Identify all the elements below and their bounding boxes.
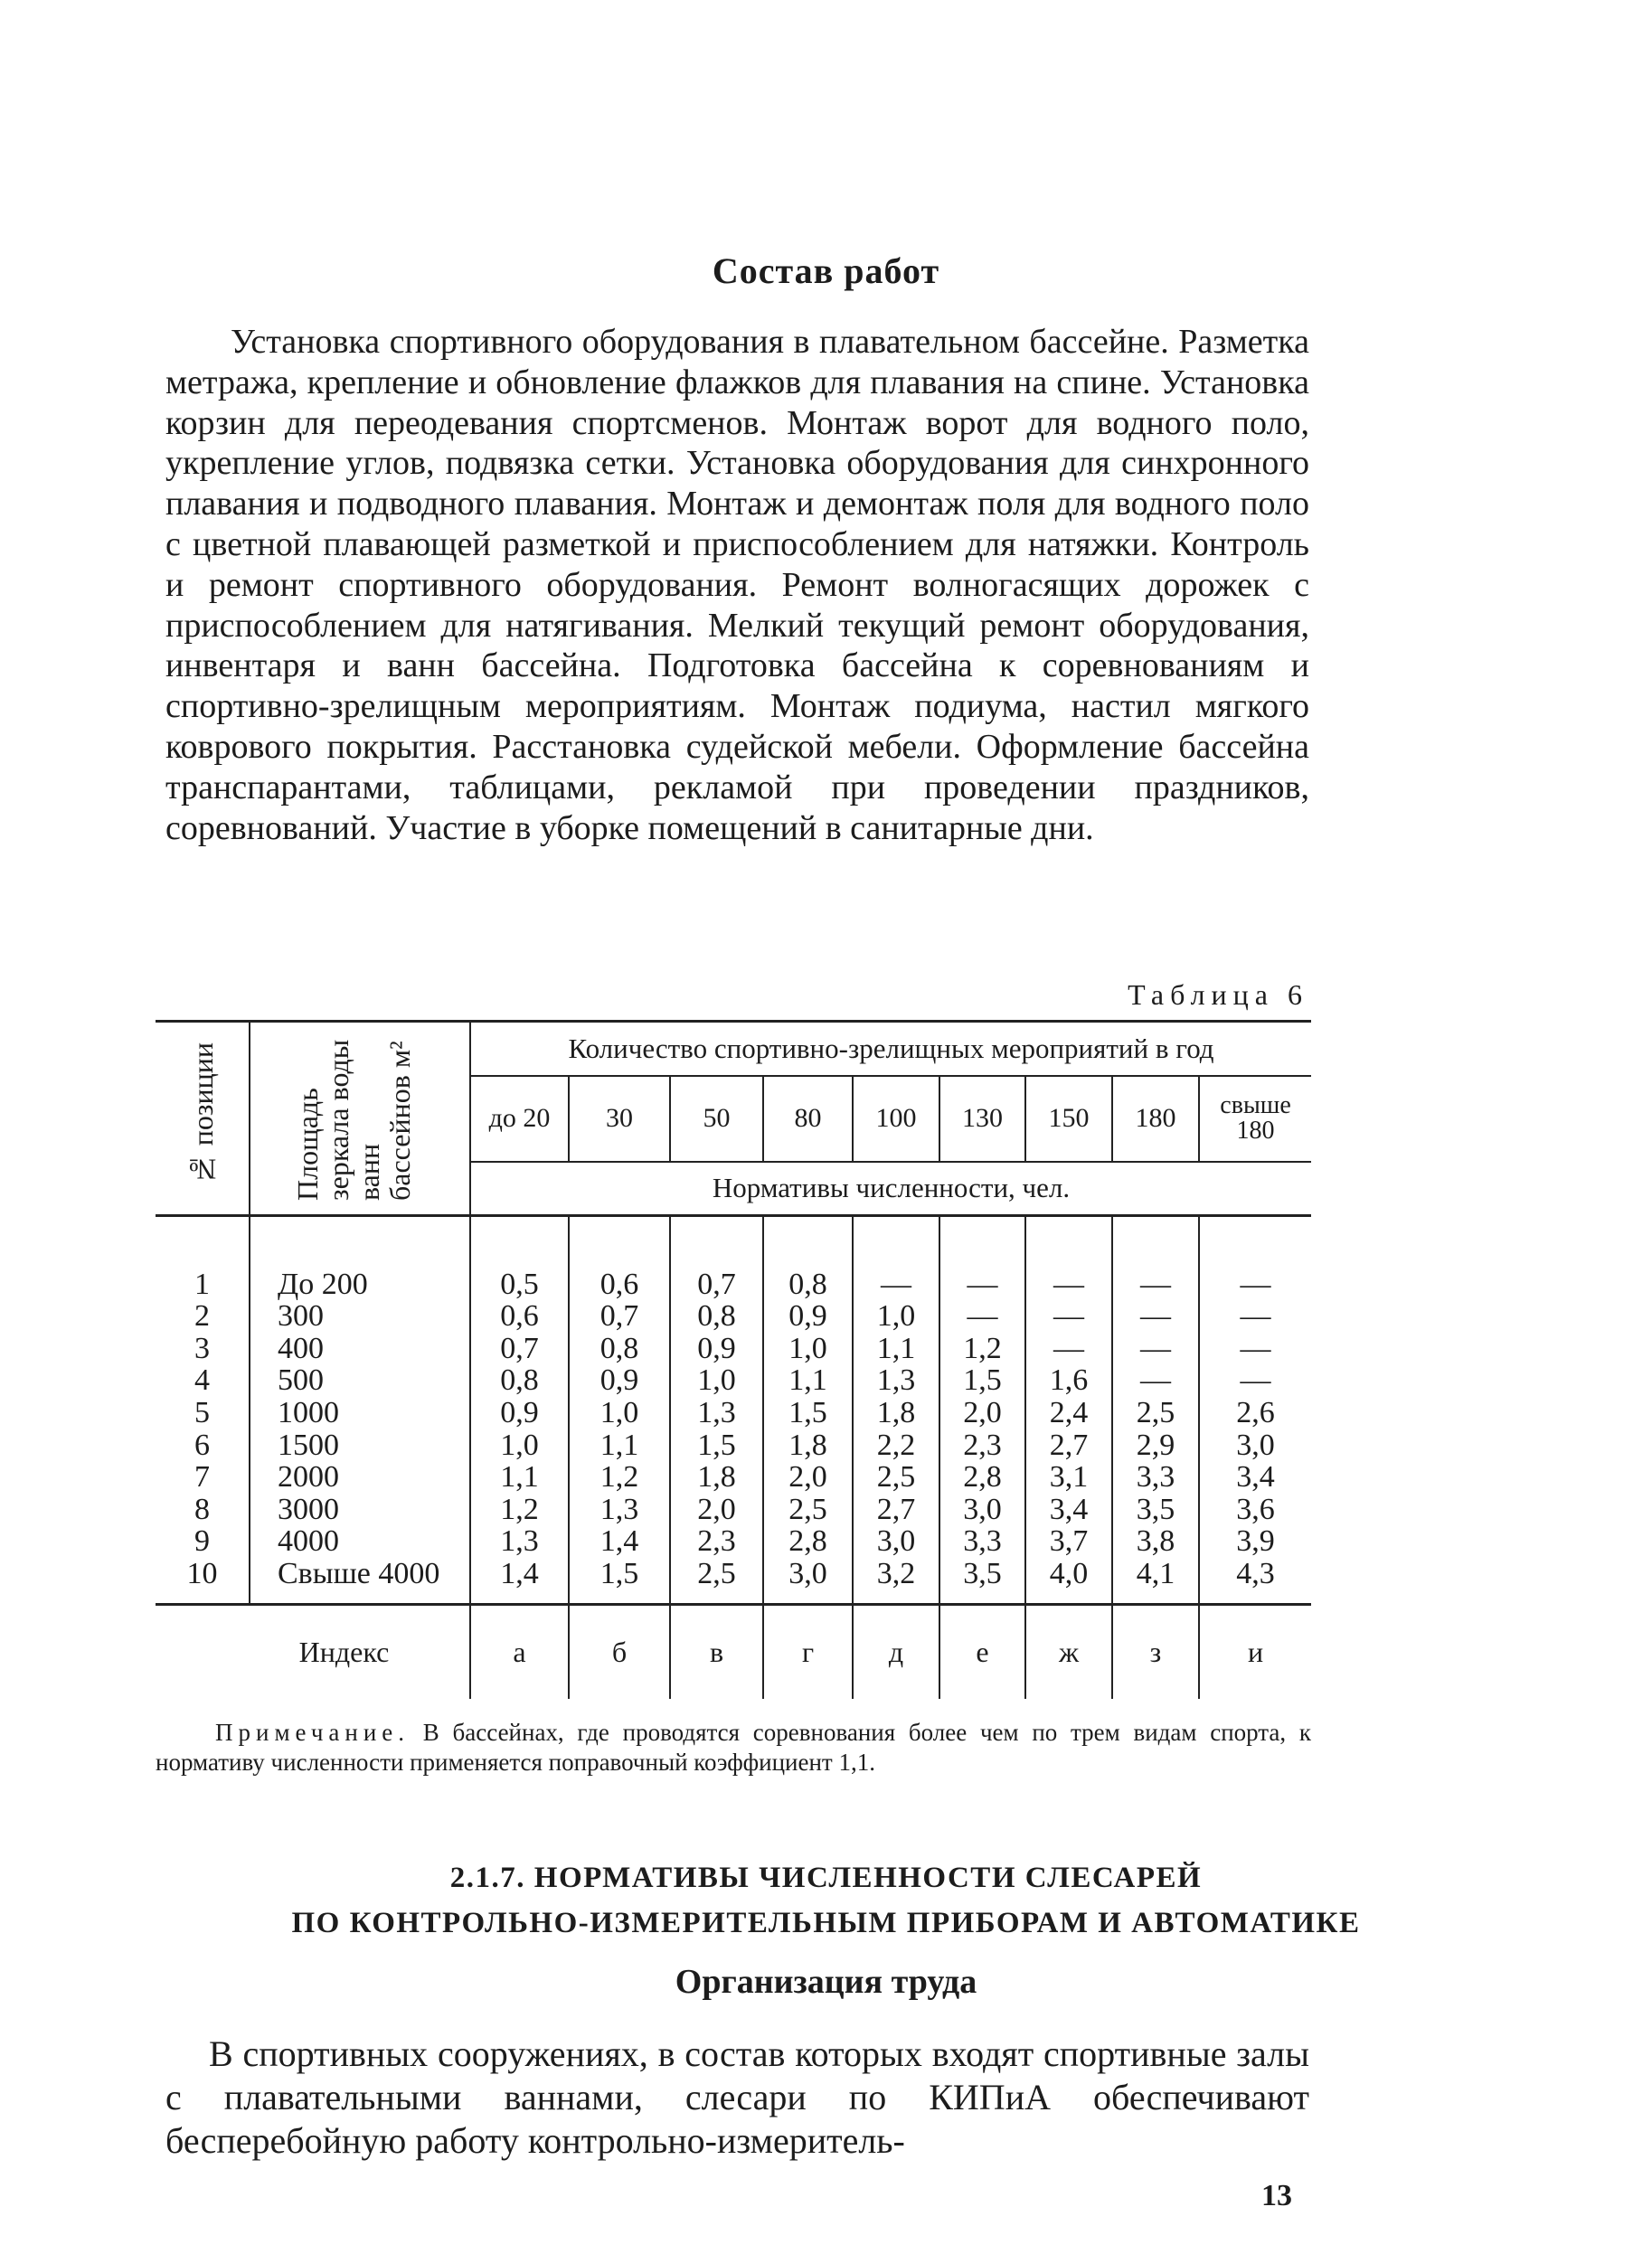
- value-cell: 1,1: [599, 1428, 639, 1462]
- chapter-heading-line1: 2.1.7. НОРМАТИВЫ ЧИСЛЕННОСТИ СЛЕСАРЕЙ: [449, 1862, 1203, 1894]
- value-cell: —: [1240, 1363, 1271, 1398]
- value-cell: 1,3: [500, 1524, 539, 1559]
- value-cell: 1,0: [599, 1395, 639, 1429]
- value-cell: 0,7: [697, 1267, 736, 1301]
- value-cell: 1,2: [599, 1460, 639, 1495]
- header-col: 180: [1112, 1076, 1199, 1162]
- area-cell: 1000: [278, 1395, 339, 1429]
- pos-cell: 2: [194, 1299, 210, 1334]
- pos-cell: 7: [194, 1460, 210, 1495]
- value-cell: 1,2: [500, 1492, 539, 1526]
- value-cell: 3,5: [963, 1556, 1002, 1590]
- value-cell: 4,1: [1136, 1556, 1175, 1590]
- area-cell: 4000: [278, 1524, 339, 1559]
- value-cell: 2,8: [788, 1524, 827, 1559]
- header-col: 30: [569, 1076, 670, 1162]
- value-cell: 1,0: [500, 1428, 539, 1462]
- value-cell: —: [967, 1267, 998, 1301]
- value-cell: 1,6: [1049, 1363, 1089, 1398]
- value-cell: 1,0: [788, 1331, 827, 1365]
- value-cell: 2,5: [788, 1492, 827, 1526]
- value-cell: —: [1240, 1267, 1271, 1301]
- value-cell: 4,0: [1049, 1556, 1089, 1590]
- value-column: [1199, 1216, 1311, 1605]
- pos-column: [156, 1216, 250, 1605]
- pos-cell: 4: [194, 1363, 210, 1398]
- value-cell: 0,8: [500, 1363, 539, 1398]
- value-cell: 1,0: [697, 1363, 736, 1398]
- value-cell: 1,5: [697, 1428, 736, 1462]
- note-text: В бассейнах, где проводятся соревнования более чем по трем видам спорта, к нормативу численности применяется поправочный коэффициент 1,1.: [156, 1719, 1312, 1776]
- area-cell: 400: [278, 1331, 324, 1365]
- value-cell: —: [1240, 1299, 1271, 1334]
- header-col: свыше 180: [1199, 1076, 1311, 1162]
- area-cell: 1500: [278, 1428, 339, 1462]
- pos-cell: 10: [186, 1556, 218, 1590]
- index-cell: и: [1199, 1605, 1311, 1699]
- value-column: [853, 1216, 939, 1605]
- table-note: [156, 1718, 1311, 1778]
- value-cell: 1,8: [876, 1395, 916, 1429]
- pos-cell: 9: [194, 1524, 210, 1559]
- value-cell: 1,1: [876, 1331, 916, 1365]
- value-cell: 2,0: [788, 1460, 827, 1495]
- value-cell: 3,8: [1136, 1524, 1175, 1559]
- header-col: 130: [939, 1076, 1025, 1162]
- area-cell: Свыше 4000: [278, 1556, 440, 1590]
- value-cell: 3,4: [1049, 1492, 1089, 1526]
- area-cell: До 200: [278, 1267, 368, 1301]
- value-cell: 0,9: [500, 1395, 539, 1429]
- value-cell: 2,7: [1049, 1428, 1089, 1462]
- header-position: [156, 1022, 250, 1216]
- area-cell: 500: [278, 1363, 324, 1398]
- value-cell: 2,7: [876, 1492, 916, 1526]
- value-column: [470, 1216, 569, 1605]
- value-cell: —: [1140, 1363, 1171, 1398]
- value-cell: 1,4: [500, 1556, 539, 1590]
- value-cell: 1,5: [788, 1395, 827, 1429]
- index-cell: в: [670, 1605, 763, 1699]
- index-cell: ж: [1025, 1605, 1112, 1699]
- pos-cell: 3: [194, 1331, 210, 1365]
- value-column: [1112, 1216, 1199, 1605]
- value-cell: —: [1053, 1267, 1084, 1301]
- value-cell: 2,6: [1236, 1395, 1275, 1429]
- value-cell: 1,8: [697, 1460, 736, 1495]
- value-cell: 2,3: [963, 1428, 1002, 1462]
- value-cell: 1,3: [599, 1492, 639, 1526]
- value-column: [569, 1216, 670, 1605]
- value-cell: —: [1053, 1331, 1084, 1365]
- value-cell: —: [967, 1299, 998, 1334]
- value-cell: —: [1140, 1267, 1171, 1301]
- value-cell: 3,0: [788, 1556, 827, 1590]
- value-cell: 1,5: [963, 1363, 1002, 1398]
- value-cell: 0,7: [500, 1331, 539, 1365]
- table-body-row: [156, 1216, 1311, 1605]
- value-cell: —: [1053, 1299, 1084, 1334]
- index-label: Индекс: [156, 1605, 470, 1699]
- value-cell: 0,8: [788, 1267, 827, 1301]
- header-area: [250, 1022, 470, 1216]
- value-cell: 2,5: [1136, 1395, 1175, 1429]
- table-caption: Таблица 6: [1128, 978, 1308, 1011]
- header-subgroup: Нормативы численности, чел.: [470, 1162, 1311, 1216]
- value-cell: 3,3: [1136, 1460, 1175, 1495]
- value-cell: 2,0: [697, 1492, 736, 1526]
- value-cell: —: [881, 1267, 911, 1301]
- header-col: 100: [853, 1076, 939, 1162]
- value-cell: 0,7: [599, 1299, 639, 1334]
- value-cell: 1,0: [876, 1299, 916, 1334]
- value-cell: 2,9: [1136, 1428, 1175, 1462]
- area-cell: 2000: [278, 1460, 339, 1495]
- value-cell: 1,3: [697, 1395, 736, 1429]
- value-cell: 3,3: [963, 1524, 1002, 1559]
- value-cell: 3,7: [1049, 1524, 1089, 1559]
- value-cell: 1,3: [876, 1363, 916, 1398]
- value-cell: 1,8: [788, 1428, 827, 1462]
- index-cell: з: [1112, 1605, 1199, 1699]
- value-cell: 3,9: [1236, 1524, 1275, 1559]
- header-col: до 20: [470, 1076, 569, 1162]
- value-cell: 0,8: [599, 1331, 639, 1365]
- header-area-label: Площадь зеркала воды ванн бассейнов м²: [291, 1039, 416, 1201]
- pos-cell: 5: [194, 1395, 210, 1429]
- value-cell: 2,2: [876, 1428, 916, 1462]
- value-cell: 0,9: [788, 1299, 827, 1334]
- norms-table: [156, 1020, 1311, 1699]
- index-cell: а: [470, 1605, 569, 1699]
- body-paragraph: Установка спортивного оборудования в плавательном бассейне. Разметка метража, крепление и обновление флажков для плавания на спине. Установка корзин для переодевания спортсменов. Монтаж ворот для водного поло, укрепление углов, подвязка сетки. Установка оборудования для синхронного плавания и подводного плавания. Монтаж и демонтаж поля для водного поло с цветной плавающей разметкой и приспособлением для натяжки. Контроль и ремонт спортивного оборудования. Ремонт волногасящих дорожек с приспособлением для натягивания. Мелкий текущий ремонт оборудования, инвентаря и ванн бассейна. Подготовка бассейна к соревнованиям и спортивно-зрелищным мероприятиям. Монтаж подиума, настил мягкого коврового покрытия. Расстановка судейской мебели. Оформление бассейна транспарантами, таблицами, рекламой при проведении праздников, соревнований. Участие в уборке помещений в санитарные дни.: [165, 323, 1309, 847]
- value-cell: 1,5: [599, 1556, 639, 1590]
- header-col: 150: [1025, 1076, 1112, 1162]
- area-column: [250, 1216, 470, 1605]
- value-cell: 3,0: [1236, 1428, 1275, 1462]
- pos-cell: 8: [194, 1492, 210, 1526]
- value-cell: —: [1240, 1331, 1271, 1365]
- value-cell: 2,0: [963, 1395, 1002, 1429]
- value-cell: 1,1: [500, 1460, 539, 1495]
- header-group: Количество спортивно-зрелищных мероприятий в год: [470, 1022, 1311, 1076]
- area-cell: 300: [278, 1299, 324, 1334]
- pos-cell: 1: [194, 1267, 210, 1301]
- subheading: Организация труда: [675, 1963, 977, 2001]
- page-number: 13: [1261, 2179, 1292, 2212]
- value-cell: 4,3: [1236, 1556, 1275, 1590]
- value-cell: 0,5: [500, 1267, 539, 1301]
- value-cell: 1,2: [963, 1331, 1002, 1365]
- chapter-heading-line2: ПО КОНТРОЛЬНО-ИЗМЕРИТЕЛЬНЫМ ПРИБОРАМ И АВТОМАТИКЕ: [291, 1907, 1361, 1939]
- value-cell: 2,5: [876, 1460, 916, 1495]
- value-cell: 2,3: [697, 1524, 736, 1559]
- value-cell: 3,4: [1236, 1460, 1275, 1495]
- header-col: 50: [670, 1076, 763, 1162]
- index-cell: д: [853, 1605, 939, 1699]
- header-position-label: № позиции: [185, 1042, 219, 1186]
- value-column: [1025, 1216, 1112, 1605]
- value-cell: 1,4: [599, 1524, 639, 1559]
- section-title: Состав работ: [712, 250, 940, 291]
- value-cell: 2,8: [963, 1460, 1002, 1495]
- index-cell: б: [569, 1605, 670, 1699]
- value-cell: 2,5: [697, 1556, 736, 1590]
- value-cell: 2,4: [1049, 1395, 1089, 1429]
- value-cell: 1,1: [788, 1363, 827, 1398]
- value-cell: 3,5: [1136, 1492, 1175, 1526]
- index-row: [156, 1605, 1311, 1699]
- value-cell: 3,0: [876, 1524, 916, 1559]
- area-cell: 3000: [278, 1492, 339, 1526]
- note-label: Примечание.: [215, 1719, 411, 1746]
- value-cell: 0,6: [599, 1267, 639, 1301]
- value-cell: 3,2: [876, 1556, 916, 1590]
- value-column: [939, 1216, 1025, 1605]
- index-cell: е: [939, 1605, 1025, 1699]
- value-cell: 3,6: [1236, 1492, 1275, 1526]
- index-cell: г: [763, 1605, 853, 1699]
- value-cell: 0,8: [697, 1299, 736, 1334]
- chapter-heading: [0, 1855, 1652, 1946]
- value-column: [670, 1216, 763, 1605]
- value-cell: 0,9: [599, 1363, 639, 1398]
- value-cell: 0,9: [697, 1331, 736, 1365]
- value-cell: 0,6: [500, 1299, 539, 1334]
- value-cell: —: [1140, 1331, 1171, 1365]
- body-paragraph-2: В спортивных сооружениях, в состав которых входят спортивные залы с плавательными ваннами, слесари по КИПиА обеспечивают бесперебойную работу контрольно-измеритель-: [165, 2033, 1309, 2161]
- value-cell: —: [1140, 1299, 1171, 1334]
- header-col: 80: [763, 1076, 853, 1162]
- value-cell: 3,1: [1049, 1460, 1089, 1495]
- pos-cell: 6: [194, 1428, 210, 1462]
- value-cell: 3,0: [963, 1492, 1002, 1526]
- value-column: [763, 1216, 853, 1605]
